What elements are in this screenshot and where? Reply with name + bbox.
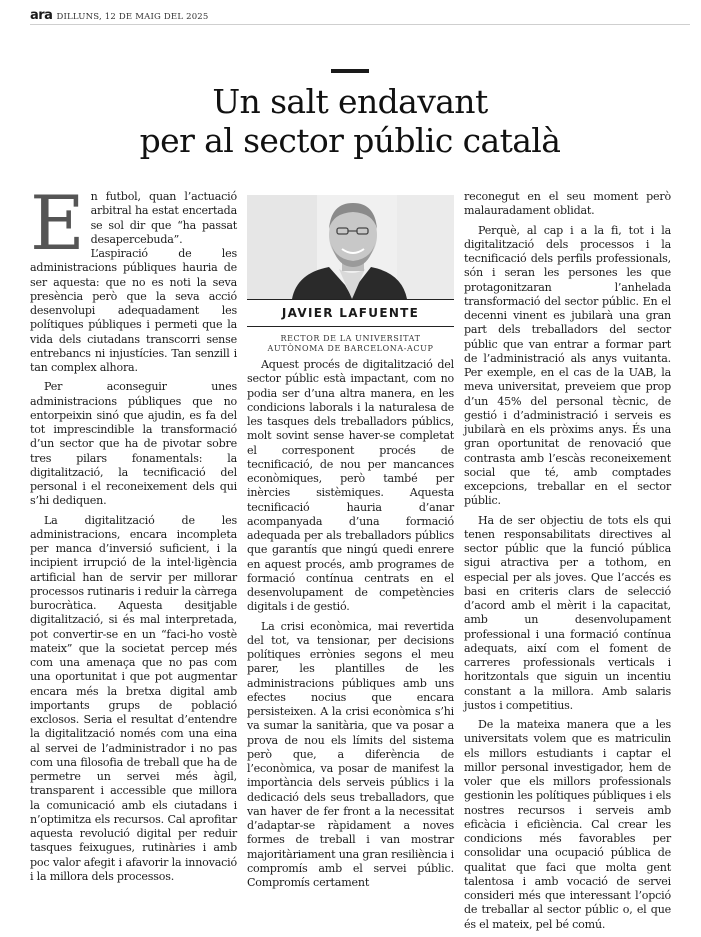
article-column-3 <box>464 190 671 937</box>
author-role-line-2: AUTÒNOMA DE BARCELONA-ACUP <box>267 344 434 353</box>
article-column-2 <box>247 358 454 895</box>
author-role-line-1: RECTOR DE LA UNIVERSITAT <box>280 334 421 343</box>
author-photo <box>247 195 454 299</box>
paragraph: La digitalització de les administracions, encara incompleta per manca d’inversió suficient, i la incipient irrupció de la intel·ligència artificial han de servir per millorar processos rutinaris i reduir la càrrega burocràtica. Aquesta desitjable digitalització, si és mal interpretada, pot convertir-se en un “faci-ho vostè mateix” que la societat percep més com una amenaça que no pas com una oportunitat i que pot augmentar encara més la bretxa digital amb importants grups de població exclosos. Seria el resultat d’entendre la digitalització només com una eina al servei de l’administrador i no pas com una filosofia de treball que ha de permetre un servei més àgil, transparent i accessible que millora la comunicació amb els ciutadans i n’optimitza els recursos. Cal aprofitar aquesta revolució digital per reduir tasques feixugues, rutinàries i amb poc valor afegit i afavorir la innovació i la millora dels processos. <box>30 513 237 883</box>
paragraph: Perquè, al cap i a la fi, tot i la digitalització dels processos i la tecnificació dels perfils professionals, són i seran les persones les que protagonitzaran l’anhelada transformació del sector públic. En el decenni vinent es jubilarà una gran part dels treballadors del sector públic que van entrar a formar part de l’administració als anys vuitanta. Per exemple, en el cas de la UAB, la meva universitat, preveiem que prop d’un 45% del personal tècnic, de gestió i d’administració i serveis es jubilarà en els pròxims anys. És una gran oportunitat de renovació que contrasta amb l’escàs reconeixement social que té, amb comptades excepcions, treballar en el sector públic. <box>464 223 671 508</box>
headline-line-2: per al sector públic català <box>139 121 561 160</box>
paragraph: Ha de ser objectiu de tots els qui tenen responsabilitats directives al sector públic que la funció pública sigui atractiva per a tothom, en especial per als joves. Que l’accés es basi en criteris clars de selecció d’acord amb el mèrit i la capacitat, amb un desenvolupament professional i una formació contínua adequats, així com el foment de carreres professionals verticals i horitzontals que siguin un incentiu constant a la millora. Amb salaris justos i competitius. <box>464 513 671 712</box>
article-column-1 <box>30 179 237 889</box>
paragraph <box>30 179 237 375</box>
paragraph: La crisi econòmica, mai revertida del tot, va tensionar, per decisions polítiques errònies segons el meu parer, les plantilles de les administracions públiques amb uns efectes nocius que encara persisteixen. A la crisi econòmica s’hi va sumar la sanitària, que va posar a prova de nou els límits del sistema però que, a diferència de l’econòmica, va posar de manifest la importància dels serveis públics i la dedicació dels seus treballadors, que van haver de fer front a la necessitat d’adaptar-se ràpidament a noves formes de treball i van mostrar majoritàriament una gran resiliència i compromís amb el servei públic. Compromís certament <box>247 619 454 889</box>
headline <box>40 82 660 160</box>
issue-date: DILLUNS, 12 DE MAIG DEL 2025 <box>56 12 209 22</box>
author-box <box>247 299 454 327</box>
paragraph: Aquest procés de digitalització del sector públic està impactant, com no podia ser d’una altra manera, en les condicions laborals i la naturalesa de les tasques dels treballadors públics, molt sovint sense haver-se completat el corresponent procés de tecnificació, de nou per mancances econòmiques, però també per inèrcies sistèmiques. Aquesta tecnificació hauria d’anar acompanyada d’una formació adequada per als treballadors públics que garantís que ningú quedi enrere en aquest procés, amb programes de formació contínua centrats en el desenvolupament de competències digitals i de gestió. <box>247 358 454 614</box>
title-rule <box>331 69 369 73</box>
dropcap: E <box>30 179 85 267</box>
author-portrait-illustration <box>247 195 454 299</box>
author-name: JAVIER LAFUENTE <box>281 306 420 320</box>
headline-line-1: Un salt endavant <box>212 82 488 121</box>
masthead <box>30 8 690 25</box>
author-role <box>247 334 454 354</box>
paragraph-text: n futbol, quan l’actuació arbitral ha estat encertada se sol dir que “ha passat desapercebuda”. L’aspiració de les administracions públiques hauria de ser aquesta: que no es noti la seva presència però que la seva acció desenvolupi adequadament les polítiques públiques i permeti que la vida dels ciutadans transcorri sense entrebancs ni injustícies. Tan senzill i tan complex alhora. <box>30 190 237 374</box>
paragraph: De la mateixa manera que a les universitats volem que es matriculin els millors estudiants i captar el millor personal investigador, hem de voler que els millors professionals gestionin les polítiques públiques i els nostres recursos i serveis amb eficàcia i eficiència. Cal crear les condicions més favorables per consolidar una ocupació pública de qualitat que faci que molta gent talentosa i amb vocació de servei consideri més que interessant l’opció de treballar al sector públic o, el que és el mateix, pel bé comú. <box>464 718 672 931</box>
brand-logo: ara <box>30 8 53 23</box>
paragraph: reconegut en el seu moment però malauradament oblidat. <box>464 190 671 218</box>
paragraph: Per aconseguir unes administracions públiques que no entorpeixin sinó que ajudin, es fa del tot imprescindible la transformació d’un sector que ha de pivotar sobre tres pilars fonamentals: la digitalització, la tecnificació del personal i el reconeixement dels qui s’hi dediquen. <box>30 380 237 508</box>
